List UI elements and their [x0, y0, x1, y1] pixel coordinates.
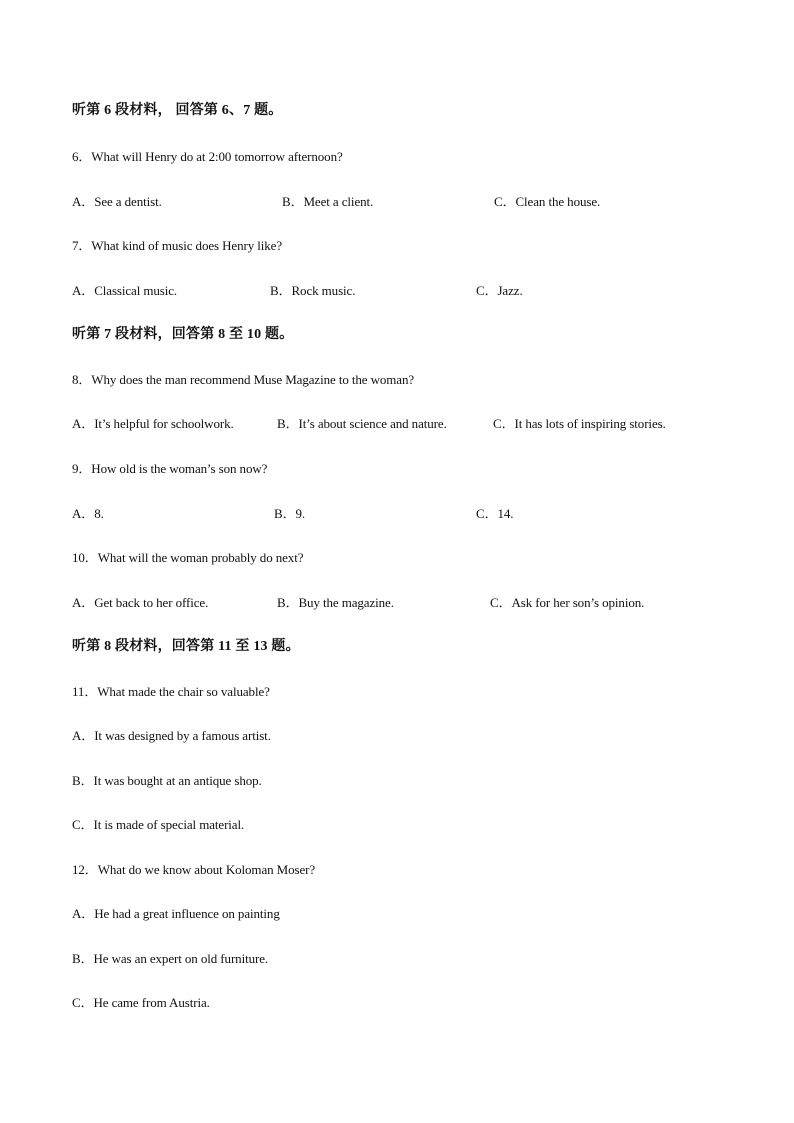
- option-c: C．Clean the house.: [494, 194, 601, 209]
- option-b: B．Rock music.: [270, 283, 356, 298]
- option-a: A．Get back to her office.: [72, 595, 209, 610]
- question-7: 7．What kind of music does Henry like?: [72, 238, 283, 253]
- question-8: 8．Why does the man recommend Muse Magazine to the woman?: [72, 372, 415, 387]
- option-c: C．It has lots of inspiring stories.: [493, 416, 666, 431]
- question-12: 12．What do we know about Koloman Moser?: [72, 862, 316, 877]
- option-b: B．9.: [274, 506, 306, 521]
- question-11-option-c: C．It is made of special material.: [72, 817, 245, 832]
- option-a: A．Classical music.: [72, 283, 178, 298]
- option-c: C．14.: [476, 506, 514, 521]
- option-a: A．8.: [72, 506, 104, 521]
- question-10: 10．What will the woman probably do next?: [72, 550, 304, 565]
- question-10-options: [72, 595, 722, 611]
- section-heading-6: 听第 6 段材料， 回答第 6、7 题。: [72, 103, 283, 118]
- question-9-options: [72, 506, 722, 522]
- question-12-option-c: C．He came from Austria.: [72, 995, 210, 1010]
- question-11-option-a: A．It was designed by a famous artist.: [72, 728, 271, 743]
- option-b: B．Meet a client.: [282, 194, 374, 209]
- question-12-option-a: A．He had a great influence on painting: [72, 906, 280, 921]
- option-b: B．It’s about science and nature.: [277, 416, 447, 431]
- question-6-options: [72, 194, 722, 210]
- option-c: C．Ask for her son’s opinion.: [490, 595, 645, 610]
- question-6: 6．What will Henry do at 2:00 tomorrow afternoon?: [72, 149, 343, 164]
- question-9: 9．How old is the woman’s son now?: [72, 461, 268, 476]
- question-8-options: [72, 416, 722, 432]
- section-heading-8: 听第 8 段材料，回答第 11 至 13 题。: [72, 639, 300, 654]
- question-11-option-b: B．It was bought at an antique shop.: [72, 773, 262, 788]
- question-11: 11．What made the chair so valuable?: [72, 684, 270, 699]
- option-a: A．It’s helpful for schoolwork.: [72, 416, 234, 431]
- section-heading-7: 听第 7 段材料，回答第 8 至 10 题。: [72, 327, 294, 342]
- option-a: A．See a dentist.: [72, 194, 162, 209]
- question-12-option-b: B．He was an expert on old furniture.: [72, 951, 269, 966]
- question-7-options: [72, 283, 722, 299]
- option-b: B．Buy the magazine.: [277, 595, 394, 610]
- option-c: C．Jazz.: [476, 283, 523, 298]
